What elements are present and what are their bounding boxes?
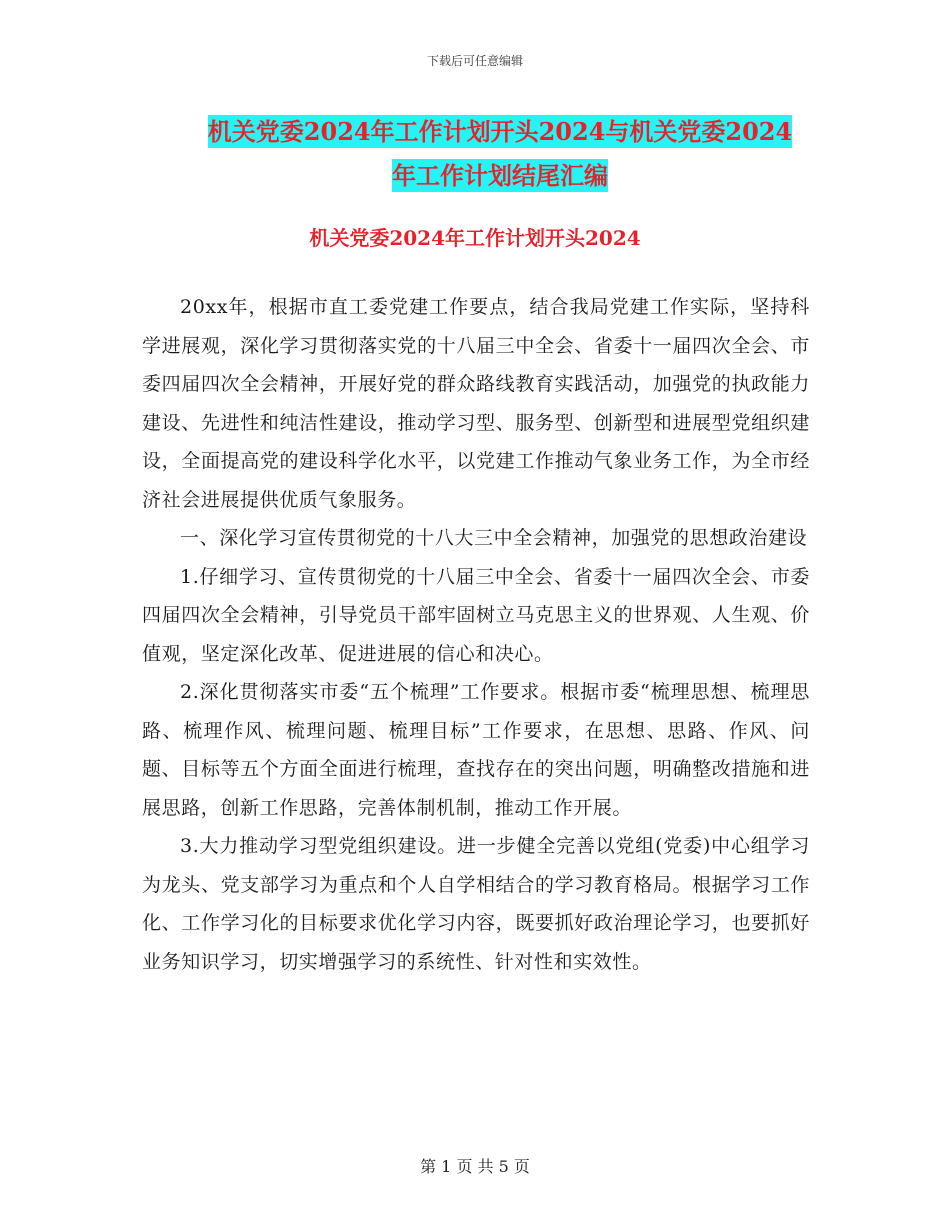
paragraph: 20xx年，根据市直工委党建工作要点，结合我局党建工作实际，坚持科学进展观，深化学习贯彻落实党的十八届三中全会、省委十一届四次全会、市委四届四次全会精神，开展好党的群众路线教育实践活动，加强党的执政能力建设、先进性和纯洁性建设，推动学习型、服务型、创新型和进展型党组织建设，全面提高党的建设科学化水平，以党建工作推动气象业务工作，为全市经济社会进展提供优质气象服务。 <box>142 296 810 511</box>
document-title <box>190 110 810 198</box>
paragraph: 1.仔细学习、宣传贯彻党的十八届三中全会、省委十一届四次全会、市委四届四次全会精神，引导党员干部牢固树立马克思主义的世界观、人生观、价值观，坚定深化改革、促进进展的信心和决心。 <box>142 565 810 665</box>
paragraph: 3.大力推动学习型党组织建设。进一步健全完善以党组(党委)中心组学习为龙头、党支部学习为重点和个人自学相结合的学习教育格局。根据学习工作化、工作学习化的目标要求优化学习内容，既要抓好政治理论学习，也要抓好业务知识学习，切实增强学习的系统性、针对性和实效性。 <box>142 835 810 973</box>
title-line-1: 机关党委2024年工作计划开头2024与机关党委2024 <box>207 117 793 146</box>
header-note: 下载后可任意编辑 <box>426 54 523 68</box>
paragraph: 一、深化学习宣传贯彻党的十八大三中全会精神，加强党的思想政治建设 <box>180 527 808 549</box>
paragraph: 2.深化贯彻落实市委“五个梳理”工作要求。根据市委“梳理思想、梳理思路、梳理作风、梳理问题、梳理目标”工作要求，在思想、思路、作风、问题、目标等五个方面全面进行梳理，查找存在的突出问题，明确整改措施和进展思路，创新工作思路，完善体制机制，推动工作开展。 <box>142 681 810 819</box>
title-line-2: 年工作计划结尾汇编 <box>392 161 608 190</box>
document-body <box>142 288 810 981</box>
page-footer: 第 1 页 共 5 页 <box>420 1157 530 1176</box>
section-title: 机关党委2024年工作计划开头2024 <box>309 226 641 250</box>
